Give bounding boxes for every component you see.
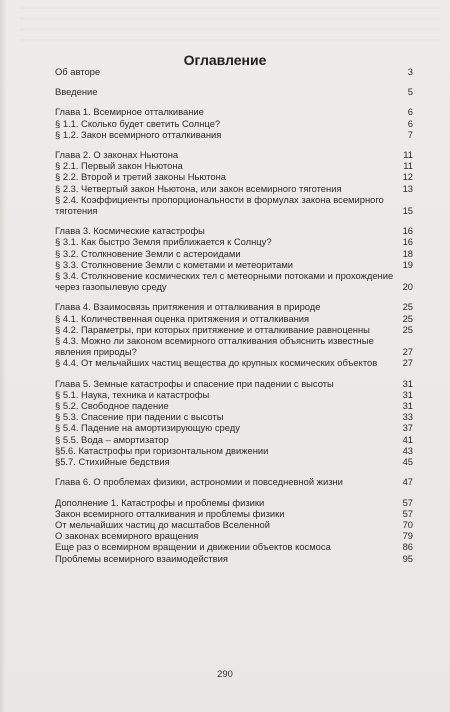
table-of-contents — [55, 66, 413, 564]
toc-entry[interactable] — [55, 497, 413, 508]
toc-entry-title: § 2.2. Второй и третий законы Ньютона — [55, 171, 227, 183]
toc-entry-page: 70 — [402, 518, 413, 530]
toc-entry[interactable] — [55, 313, 413, 324]
toc-entry-title: Дополнение 1. Катастрофы и проблемы физики — [55, 496, 265, 508]
toc-entry[interactable] — [55, 434, 413, 445]
toc-entry[interactable] — [55, 335, 413, 357]
toc-spacer — [55, 292, 413, 301]
toc-entry-title: § 5.4. Падение на амортизирующую среду — [55, 422, 240, 434]
toc-entry[interactable] — [55, 357, 413, 368]
toc-entry[interactable] — [55, 456, 413, 467]
toc-entry-page: 47 — [402, 476, 413, 488]
toc-spacer — [55, 77, 413, 86]
toc-entry[interactable] — [55, 445, 413, 456]
toc-entry-title: Глава 2. О законах Ньютона — [55, 149, 179, 161]
toc-entry[interactable] — [55, 519, 413, 530]
toc-entry[interactable] — [55, 149, 413, 160]
toc-entry[interactable] — [55, 553, 413, 564]
toc-entry[interactable] — [55, 66, 413, 77]
toc-entry-page: 27 — [402, 346, 413, 358]
toc-entry[interactable] — [55, 530, 413, 541]
toc-entry-page: 16 — [402, 225, 413, 237]
toc-entry-title: § 3.4. Столкновение космических тел с метеорными потоками и прохождение через газопылевую среду — [55, 270, 394, 293]
toc-entry[interactable] — [55, 389, 413, 400]
toc-entry-page: 79 — [402, 530, 413, 542]
toc-entry-page: 57 — [402, 507, 413, 519]
toc-entry-page: 25 — [402, 312, 413, 324]
toc-entry-title: § 5.2. Свободное падение — [55, 400, 169, 412]
toc-entry-title: От мельчайших частиц до масштабов Вселенной — [55, 518, 271, 530]
toc-entry[interactable] — [55, 476, 413, 487]
toc-entry-title: § 4.3. Можно ли законом всемирного отталкивания объяснить известные явления природы? — [55, 335, 374, 358]
toc-spacer — [55, 369, 413, 378]
toc-entry-page: 45 — [402, 456, 413, 468]
toc-entry[interactable] — [55, 118, 413, 129]
toc-entry-title: Глава 5. Земные катастрофы и спасение при падении с высоты — [55, 377, 334, 389]
toc-entry[interactable] — [55, 301, 413, 312]
toc-entry[interactable] — [55, 411, 413, 422]
toc-spacer — [55, 140, 413, 149]
toc-entry-title: § 3.3. Столкновение Земли с кометами и метеоритами — [55, 258, 294, 270]
toc-entry-title: §5.7. Стихийные бедствия — [55, 456, 170, 468]
toc-entry-title: § 2.1. Первый закон Ньютона — [55, 160, 183, 172]
toc-entry-title: Глава 3. Космические катастрофы — [55, 225, 205, 237]
toc-entry[interactable] — [55, 422, 413, 433]
page-number: 290 — [217, 668, 233, 679]
toc-entry-page: 13 — [402, 182, 413, 194]
toc-entry-page: 7 — [407, 128, 413, 140]
toc-entry-page: 6 — [407, 106, 413, 118]
bleed-through-text — [20, 6, 440, 46]
toc-entry-page: 3 — [407, 66, 413, 77]
toc-spacer — [55, 488, 413, 497]
toc-entry[interactable] — [55, 248, 413, 259]
toc-entry-page: 20 — [402, 281, 413, 293]
toc-entry-page: 11 — [403, 160, 413, 172]
toc-entry-title: § 1.2. Закон всемирного отталкивания — [55, 128, 222, 140]
toc-entry-title: § 5.1. Наука, техника и катастрофы — [55, 388, 210, 400]
toc-entry-page: 25 — [402, 301, 413, 313]
toc-entry[interactable] — [55, 400, 413, 411]
toc-entry-title: Об авторе — [55, 66, 101, 77]
toc-entry-page: 19 — [402, 258, 413, 270]
toc-entry[interactable] — [55, 270, 413, 292]
toc-entry-page: 11 — [403, 149, 413, 161]
toc-entry-title: § 5.5. Вода – амортизатор — [55, 433, 169, 445]
toc-entry[interactable] — [55, 508, 413, 519]
toc-spacer — [55, 97, 413, 106]
toc-entry-title: Введение — [55, 86, 98, 98]
toc-entry-title: Глава 1. Всемирное отталкивание — [55, 106, 204, 118]
toc-entry-title: О законах всемирного вращения — [55, 530, 199, 542]
toc-entry-title: § 3.2. Столкновение Земли с астероидами — [55, 247, 241, 259]
toc-entry-title: § 5.3. Спасение при падении с высоты — [55, 411, 224, 423]
toc-entry-page: 41 — [402, 433, 413, 445]
toc-spacer — [55, 216, 413, 225]
toc-entry-title: § 4.4. От мельчайших частиц вещества до крупных космических объектов — [55, 357, 378, 369]
toc-entry-page: 43 — [402, 444, 413, 456]
toc-entry[interactable] — [55, 183, 413, 194]
toc-entry[interactable] — [55, 378, 413, 389]
toc-entry-page: 86 — [402, 541, 413, 553]
toc-entry-title: Закон всемирного отталкивания и проблемы физики — [55, 507, 285, 519]
toc-entry[interactable] — [55, 236, 413, 247]
toc-entry-page: 57 — [402, 496, 413, 508]
toc-entry-page: 25 — [402, 323, 413, 335]
toc-entry-page: 18 — [402, 247, 413, 259]
toc-entry-title: Проблемы всемирного взаимодействия — [55, 552, 228, 564]
toc-entry-page: 37 — [402, 422, 413, 434]
toc-entry-title: §5.6. Катастрофы при горизонтальном движении — [55, 444, 269, 456]
toc-entry[interactable] — [55, 129, 413, 140]
toc-entry-page: 31 — [402, 400, 413, 412]
page-title: Оглавление — [183, 52, 267, 68]
toc-entry-title: Глава 6. О проблемах физики, астрономии и повседневной жизни — [55, 476, 343, 488]
toc-entry[interactable] — [55, 160, 413, 171]
toc-entry-page: 5 — [407, 86, 413, 98]
toc-entry-page: 27 — [402, 357, 413, 369]
toc-entry[interactable] — [55, 171, 413, 182]
toc-entry-page: 15 — [402, 205, 413, 217]
toc-entry[interactable] — [55, 194, 413, 216]
toc-entry-page: 16 — [402, 236, 413, 248]
toc-entry-page: 6 — [407, 117, 413, 129]
toc-entry-title: § 3.1. Как быстро Земля приближается к Солнцу? — [55, 236, 272, 248]
toc-entry[interactable] — [55, 324, 413, 335]
toc-entry-page: 33 — [402, 411, 413, 423]
toc-entry-title: § 2.4. Коэффициенты пропорциональности в формулах закона всемирного тяготения — [55, 193, 384, 217]
toc-entry-page: 12 — [402, 171, 413, 183]
toc-entry-title: § 4.1. Количественная оценка притяжения и отталкивания — [55, 312, 310, 324]
page-edge-shadow — [0, 0, 6, 712]
toc-entry[interactable] — [55, 106, 413, 117]
toc-entry-title: Глава 4. Взаимосвязь притяжения и отталкивания в природе — [55, 301, 321, 313]
toc-entry-page: 95 — [402, 552, 413, 564]
toc-entry-title: § 4.2. Параметры, при которых притяжение и отталкивание равноценны — [55, 323, 370, 335]
toc-entry[interactable] — [55, 86, 413, 97]
toc-entry[interactable] — [55, 225, 413, 236]
toc-entry[interactable] — [55, 259, 413, 270]
toc-entry[interactable] — [55, 541, 413, 552]
toc-entry-page: 31 — [402, 388, 413, 400]
toc-entry-title: Еще раз о всемирном вращении и движении объектов космоса — [55, 541, 331, 553]
toc-entry-title: § 1.1. Сколько будет светить Солнце? — [55, 117, 221, 129]
toc-entry-title: § 2.3. Четвертый закон Ньютона, или закон всемирного тяготения — [55, 182, 342, 194]
toc-entry-page: 31 — [402, 377, 413, 389]
toc-spacer — [55, 467, 413, 476]
